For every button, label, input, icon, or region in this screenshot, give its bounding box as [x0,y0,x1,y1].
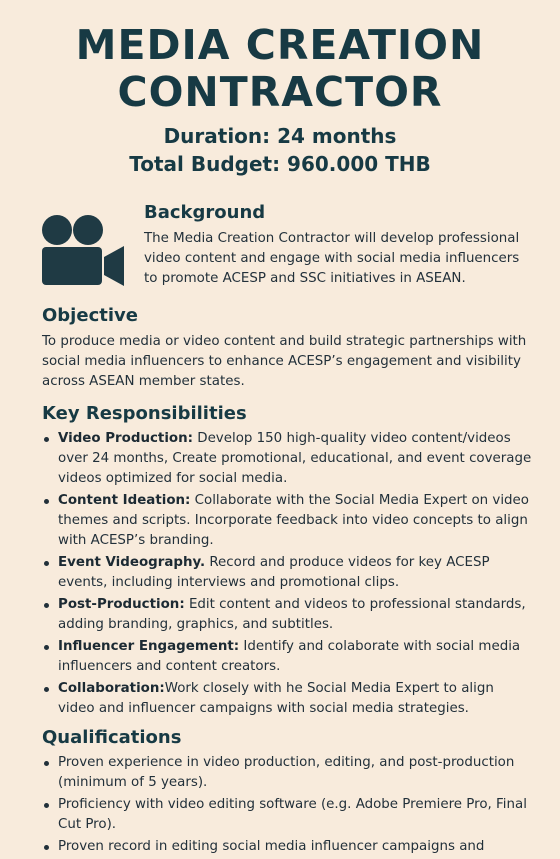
list-item: Proficiency with video editing software (e.g. Adobe Premiere Pro, Final Cut Pro). [42,795,532,835]
list-item: Proven record in editing social media influencer campaigns and [42,837,532,857]
page-title: MEDIA CREATION CONTRACTOR [75,21,485,116]
item-text: Work closely with he Social Media Expert to align video and influencer campaigns with social media strategies. [58,681,494,716]
item-text: Collaborate with the Social Media Expert on video themes and scripts. Incorporate feedback into video concepts to align with ACESP’s branding. [58,493,529,548]
item-text: Record and produce videos for key ACESP events, including interviews and promotional clips. [58,555,490,590]
responsibilities-heading: Key Responsibilities [42,403,247,424]
background-section [144,200,536,289]
objective-text: To produce media or video content and build strategic partnerships with social media influencers to enhance ACESP’s engagement and visibility across ASEAN member states. [42,334,527,389]
item-text: Develop 150 high-quality video content/videos over 24 months, Create promotional, educational, and event coverage videos optimized for social media. [58,431,532,486]
total-budget: Total Budget: 960.000 THB [129,152,431,176]
qualifications-list [42,753,532,857]
qualifications-section [42,725,532,859]
duration: Duration: 24 months [163,124,397,148]
item-label: Collaboration: [58,681,165,696]
item-label: Post-Production: [58,597,185,612]
list-item [42,637,532,677]
objective-section [42,303,532,392]
video-camera-icon [40,213,126,288]
list-item [42,429,532,489]
responsibilities-list [42,429,532,719]
objective-heading: Objective [42,305,138,326]
item-label: Event Videography. [58,555,206,570]
item-label: Influencer Engagement: [58,639,240,654]
project-meta [0,122,560,178]
item-label: Video Production: [58,431,193,446]
list-item [42,491,532,551]
qualifications-heading: Qualifications [42,727,182,748]
responsibilities-section [42,401,532,721]
item-text: Edit content and videos to professional standards, adding branding, graphics, and subtitles. [58,597,526,632]
list-item [42,679,532,719]
background-text: The Media Creation Contractor will develop professional video content and engage with social media influencers to promote ACESP and SSC initiatives in ASEAN. [144,231,520,286]
list-item: Proven experience in video production, editing, and post-production (minimum of 5 years). [42,753,532,793]
list-item [42,553,532,593]
item-text: Identify and colaborate with social media influencers and content creators. [58,639,521,674]
background-heading: Background [144,202,266,223]
item-label: Content Ideation: [58,493,191,508]
list-item [42,595,532,635]
